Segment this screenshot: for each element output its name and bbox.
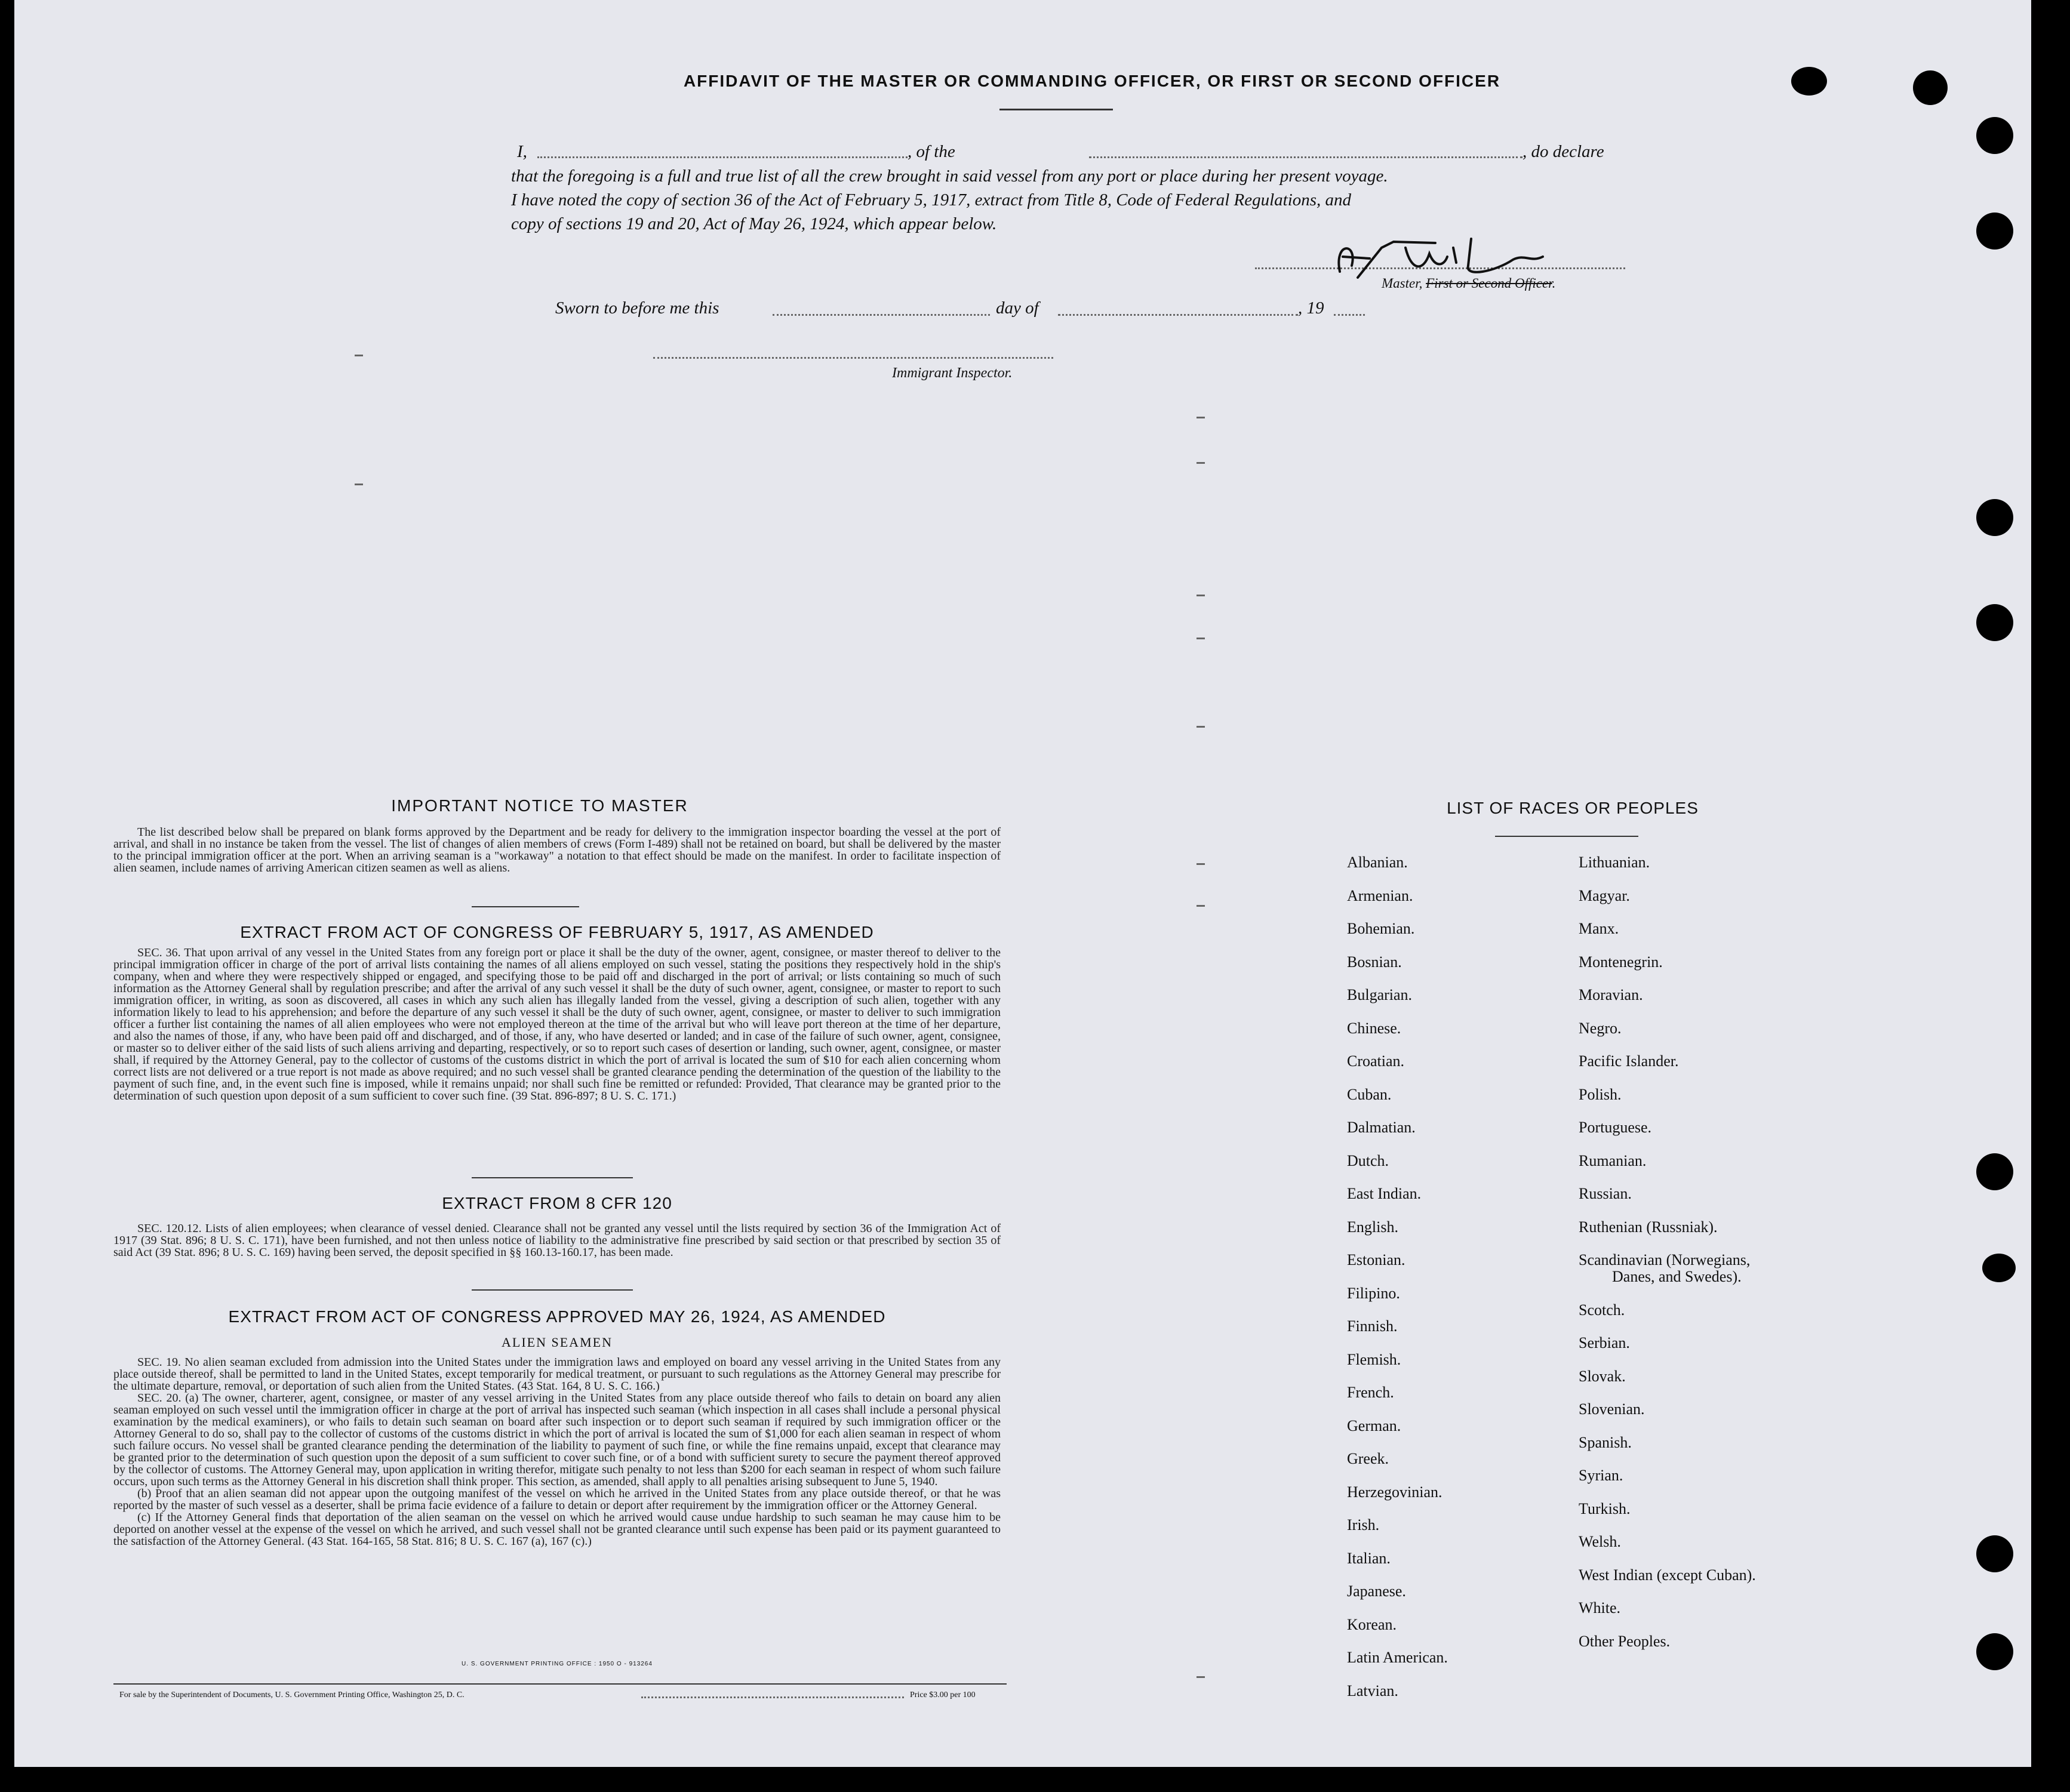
- race-item: Magyar.: [1579, 886, 1630, 904]
- section-20b-paragraph: (b) Proof that an alien seaman did not appear upon the outgoing manifest of the vessel on which he arrived in the United States from any place outside thereof, or that he was reported by the master of such vessel as a deserter, shall be prima facie evidence of a failure to detain or deport after requirement by the immigration officer or the Attorney General.: [113, 1487, 1001, 1512]
- alien-seamen-subtitle: ALIEN SEAMEN: [502, 1335, 613, 1350]
- race-item: Estonian.: [1347, 1251, 1405, 1268]
- extract-1924-body: [113, 1356, 1001, 1547]
- race-item: Italian.: [1347, 1549, 1391, 1567]
- section-36-paragraph: SEC. 36. That upon arrival of any vessel in the United States from any foreign port or place it shall be the duty of the owner, agent, consignee, or master thereof to deliver to the principal immigration officer in charge of the port of arrival lists containing the names of all aliens employed on such vessel, stating the positions they respectively hold in the ship's company, when and where they were respectively shipped or engaged, and specifying those to be paid off and discharged in the port of arrival; or lists containing so much of such information as the Attorney General shall by regulation prescribe; and after the arrival of any such vessel it shall be the duty of such owner, agent, consignee, or master to report to such immigration officer, in writing, as soon as discovered, all cases in which any such alien has illegally landed from the vessel, giving a description of such alien, together with any information likely to lead to his apprehension; and before the departure of any such vessel it shall be the duty of such owner, agent, consignee, or master to deliver to such immigration officer a further list containing the names of all alien employees who were not employed thereon at the time of the arrival but who will leave port thereon at the time of her departure, and also the names of those, if any, who have been paid off and discharged, and of those, if any, who have deserted or landed; and in case of the failure of such owner, agent, consignee, or master so to deliver either of the said lists of such aliens arriving and departing, respectively, or so to report such cases of desertion or landing, such owner, agent, consignee, or master shall, if required by the Attorney General, pay to the collector of customs of the customs district in which the port of arrival is located the sum of $10 for each alien concerning whom correct lists are not delivered or a true report is not made as above required; and no such vessel shall be granted clearance pending the determination of the question of the liability to the payment of such fine, and, in the event such fine is imposed, while it remains unpaid; nor shall such fine be remitted or refunded: Provided, That clearance may be granted prior to the determination of such question upon deposit of a sum sufficient to cover such fine. (39 Stat. 896-897; 8 U. S. C. 171.): [113, 946, 1001, 1103]
- race-item: Portuguese.: [1579, 1119, 1652, 1136]
- race-item: Greek.: [1347, 1450, 1389, 1467]
- vessel-name-blank: [1089, 156, 1522, 158]
- extract-1917-rule: [472, 1177, 633, 1178]
- inspector-signature-line: [653, 357, 1053, 359]
- form-page: [14, 0, 2031, 1767]
- grid-tick: [355, 355, 363, 356]
- race-item: West Indian (except Cuban).: [1579, 1566, 1756, 1584]
- race-item: Flemish.: [1347, 1350, 1401, 1368]
- extract-cfr-body: [113, 1223, 1001, 1258]
- race-item: Irish.: [1347, 1516, 1380, 1534]
- declarant-name-blank: [537, 156, 908, 158]
- race-item: Filipino.: [1347, 1284, 1400, 1302]
- caption-period: .: [1552, 276, 1556, 291]
- race-item: Japanese.: [1347, 1582, 1406, 1600]
- affidavit-title: AFFIDAVIT OF THE MASTER OR COMMANDING OFFICER, OR FIRST OR SECOND OFFICER: [683, 72, 1501, 90]
- race-item: French.: [1347, 1384, 1394, 1401]
- declaration-line-2: that the foregoing is a full and true list of all the crew brought in said vessel from any port or place during her present voyage.: [511, 167, 1388, 186]
- footer-leader: [641, 1696, 904, 1698]
- race-item: Scandinavian (Norwegians,: [1579, 1251, 1751, 1268]
- day-of-label: day of: [996, 298, 1039, 318]
- declaration-line-1: [504, 142, 1626, 166]
- race-item: Scotch.: [1579, 1301, 1625, 1319]
- race-item: Herzegovinian.: [1347, 1483, 1442, 1501]
- notice-title: IMPORTANT NOTICE TO MASTER: [391, 796, 688, 815]
- extract-cfr-rule: [472, 1289, 633, 1291]
- race-item: Spanish.: [1579, 1433, 1632, 1451]
- notice-body: [113, 826, 1001, 874]
- grid-tick: [1197, 905, 1205, 907]
- grid-tick: [1197, 1676, 1205, 1678]
- printing-office-imprint: U. S. GOVERNMENT PRINTING OFFICE : 1950 O - 913264: [462, 1661, 653, 1667]
- grid-tick: [1197, 417, 1205, 418]
- punch-hole: [1976, 1153, 2013, 1190]
- sworn-line: [540, 298, 1376, 322]
- race-item: Negro.: [1579, 1019, 1622, 1037]
- race-item: German.: [1347, 1417, 1401, 1434]
- race-item: Latin American.: [1347, 1649, 1448, 1666]
- punch-hole: [1976, 1633, 2013, 1670]
- race-item: Manx.: [1579, 920, 1619, 937]
- footer-price: Price $3.00 per 100: [910, 1691, 976, 1699]
- race-item: Lithuanian.: [1579, 854, 1650, 871]
- struck-officer-label: First or Second Officer: [1426, 276, 1552, 291]
- race-item: Dutch.: [1347, 1151, 1389, 1169]
- punch-hole: [1791, 67, 1827, 96]
- race-item: Other Peoples.: [1579, 1632, 1671, 1650]
- inspector-label: Immigrant Inspector.: [892, 365, 1013, 381]
- race-item: Chinese.: [1347, 1019, 1401, 1037]
- punch-hole: [1982, 1254, 2016, 1282]
- declaration-line-4: copy of sections 19 and 20, Act of May 26, 1924, which appear below.: [511, 214, 997, 233]
- notice-paragraph: The list described below shall be prepared on blank forms approved by the Department and be ready for delivery to the immigration inspector boarding the vessel at the port of arrival, and shall in no instance be taken from the vessel. The list of changes of alien members of crews (Form I-489) shall not be retained on board, but shall be delivered by the master to the principal immigration officer at the port. When an arriving seaman is a "workaway" a notation to that effect should be made on the manifest. In order to facilitate inspection of alien seamen, include names of arriving American citizen seamen as well as aliens.: [113, 826, 1001, 875]
- race-item: Dalmatian.: [1347, 1119, 1416, 1136]
- races-title: LIST OF RACES OR PEOPLES: [1447, 799, 1699, 817]
- race-item: Albanian.: [1347, 854, 1408, 871]
- section-120-12-paragraph: SEC. 120.12. Lists of alien employees; when clearance of vessel denied. Clearance shall not be granted any vessel until the lists required by section 36 of the Immigration Act of 1917 (39 Stat. 896; 8 U. S. C. 171), have been furnished, and not then unless notice of liability to the administrative fine prescribed by said section or that prescribed by section 35 of said Act (39 Stat. 896; 8 U. S. C. 169) having been served, the deposit specified in §§ 160.13-160.17, has been made.: [113, 1222, 1001, 1259]
- grid-tick: [1197, 863, 1205, 865]
- sworn-year-blank: [1334, 314, 1365, 316]
- sworn-day-blank: [773, 314, 990, 316]
- race-item: Moravian.: [1579, 986, 1643, 1003]
- grid-tick: [355, 484, 363, 485]
- section-19-paragraph: SEC. 19. No alien seaman excluded from admission into the United States under the immigration laws and employed on board any vessel arriving in the United States from any place outside thereof, shall be permitted to land in the United States, except temporarily for medical treatment, or pursuant to such regulations as the Attorney General may prescribe for the ultimate departure, removal, or deportation of such alien from the United States. (43 Stat. 164, 8 U. S. C. 166.): [113, 1356, 1001, 1393]
- punch-hole: [1913, 70, 1948, 105]
- race-item: English.: [1347, 1218, 1398, 1236]
- race-item: Danes, and Swedes).: [1612, 1268, 1742, 1285]
- race-item: Serbian.: [1579, 1334, 1630, 1351]
- punch-hole: [1976, 1535, 2013, 1572]
- races-title-rule: [1495, 836, 1638, 837]
- race-item: Turkish.: [1579, 1500, 1631, 1517]
- extract-cfr-title: EXTRACT FROM 8 CFR 120: [442, 1194, 672, 1212]
- race-item: Croatian.: [1347, 1052, 1405, 1070]
- master-label: Master,: [1382, 276, 1423, 291]
- extract-1917-body: [113, 947, 1001, 1102]
- sworn-prefix: Sworn to before me this: [555, 298, 719, 318]
- punch-hole: [1976, 604, 2013, 641]
- grid-tick: [1197, 462, 1205, 464]
- do-declare-label: , do declare: [1522, 142, 1604, 161]
- race-item: Latvian.: [1347, 1682, 1398, 1699]
- punch-hole: [1976, 117, 2013, 154]
- footer-sale-note: For sale by the Superintendent of Documents, U. S. Government Printing Office, Washington 25, D. C.: [119, 1691, 465, 1699]
- section-20c-paragraph: (c) If the Attorney General finds that deportation of the alien seaman on the vessel on which he arrived would cause undue hardship to such seaman he may cause him to be deported on another vessel at the expense of the vessel on which he arrived, and such vessel shall not be granted clearance until such expense has been paid or its payment guaranteed to the satisfaction of the Attorney General. (43 Stat. 164-165, 58 Stat. 816; 8 U. S. C. 167 (a), 167 (c).): [113, 1511, 1001, 1548]
- race-item: Cuban.: [1347, 1085, 1392, 1103]
- punch-hole: [1976, 213, 2013, 250]
- race-item: Montenegrin.: [1579, 953, 1663, 971]
- footer-rule: [113, 1683, 1007, 1685]
- race-item: East Indian.: [1347, 1185, 1422, 1202]
- race-item: Pacific Islander.: [1579, 1052, 1679, 1070]
- race-item: Korean.: [1347, 1615, 1397, 1633]
- section-20a-paragraph: SEC. 20. (a) The owner, charterer, agent, consignee, or master of any vessel arriving in the United States from any place outside thereof who fails to detain on board any alien seaman employed on such vessel until the immigration officer in charge at the port of arrival has inspected such seaman (which inspection in all cases shall include a personal physical examination by the medical examiners), or who fails to detain such seaman on board after such inspection or to deport such seaman if required by such immigration officer or the Attorney General to do so, shall pay to the collector of customs of the customs district in which the port of arrival is located the sum of $1,000 for each alien seaman in respect of whom such failure occurs. No vessel shall be granted clearance pending the determination of the liability to payment of such fine, or while the fine remains unpaid, except that clearance may be granted prior to the determination of such question upon the deposit of a sum sufficient to cover such fine, or of a bond with sufficient surety to secure the payment thereof approved by the collector of customs. The Attorney General may, upon application in writing therefor, mitigate such penalty to not less than $200 for each seaman in respect of whom such failure occurs, upon such terms as the Attorney General in his discretion shall think proper. This section, as amended, shall apply to all penalties arising subsequent to June 5, 1940.: [113, 1391, 1001, 1488]
- grid-tick: [1197, 595, 1205, 596]
- race-item: Finnish.: [1347, 1317, 1398, 1335]
- year-label: , 19: [1298, 298, 1324, 318]
- race-item: Bulgarian.: [1347, 986, 1413, 1003]
- race-item: Welsh.: [1579, 1533, 1621, 1550]
- extract-1924-title: EXTRACT FROM ACT OF CONGRESS APPROVED MAY 26, 1924, AS AMENDED: [228, 1307, 886, 1326]
- declaration-line-3: I have noted the copy of section 36 of the Act of February 5, 1917, extract from Title 8, Code of Federal Regulations, and: [511, 190, 1352, 210]
- of-the-label: , of the: [908, 142, 955, 161]
- notice-rule: [472, 906, 579, 907]
- race-item: Bohemian.: [1347, 920, 1415, 937]
- grid-tick: [1197, 638, 1205, 639]
- race-item: White.: [1579, 1599, 1621, 1617]
- affidavit-title-rule: [999, 109, 1113, 110]
- punch-hole: [1976, 499, 2013, 536]
- race-item: Slovak.: [1579, 1367, 1626, 1385]
- race-item: Russian.: [1579, 1185, 1632, 1202]
- race-item: Rumanian.: [1579, 1151, 1647, 1169]
- grid-tick: [1197, 726, 1205, 728]
- race-item: Ruthenian (Russniak).: [1579, 1218, 1718, 1236]
- sworn-month-blank: [1058, 314, 1298, 316]
- race-item: Armenian.: [1347, 886, 1413, 904]
- race-item: Syrian.: [1579, 1467, 1623, 1484]
- race-item: Bosnian.: [1347, 953, 1402, 971]
- race-item: Polish.: [1579, 1085, 1622, 1103]
- signature-caption: [1382, 276, 1555, 291]
- race-item: Slovenian.: [1579, 1400, 1645, 1418]
- extract-1917-title: EXTRACT FROM ACT OF CONGRESS OF FEBRUARY 5, 1917, AS AMENDED: [240, 923, 874, 941]
- declarant-prefix: I,: [517, 142, 527, 161]
